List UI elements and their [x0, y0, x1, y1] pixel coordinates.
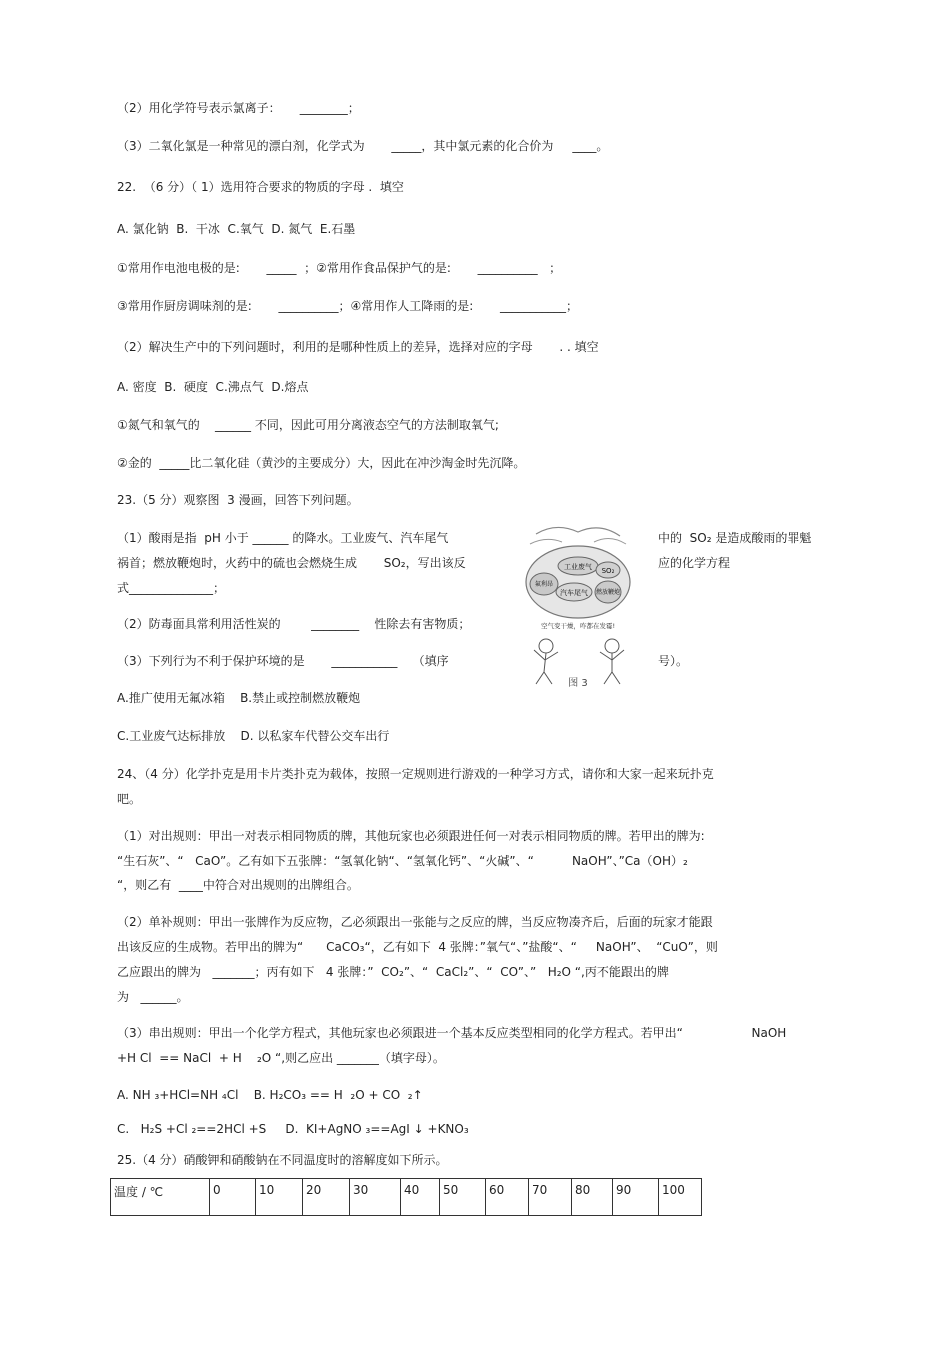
q24-rule2-cards: 出该反应的生成物。若甲出的牌为“ CaCO₃“，乙有如下 4 张牌：”氧气“、”盐酸“、“ NaOH”、 “CuO”，则 — [117, 940, 718, 954]
q21-part3: （3）二氧化氯是一种常见的漂白剂，化学式为 _____，其中氯元素的化合价为 ____。 — [117, 139, 609, 153]
q24-rule1-cards: “生石灰”、“ CaO”。乙有如下五张牌：“氢氧化钠“、“氢氧化钙”、“火碱”、“ NaOH”、”Ca（OH）₂ — [117, 854, 688, 868]
q23-option-ab: A.推广使用无氟冰箱 B.禁止或控制燃放鞭炮 — [117, 691, 361, 705]
table-cell: 80 — [572, 1179, 613, 1216]
q25-heading: 25.（4 分）硝酸钾和硝酸钠在不同温度时的溶解度如下所示。 — [117, 1153, 448, 1167]
q24-rule3: （3）串出规则：甲出一个化学方程式，其他玩家也必须跟进一个基本反应类型相同的化学方程式。若甲出“ NaOH — [117, 1026, 787, 1040]
q24-option-ab: A. NH ₃+HCl=NH ₄Cl B. H₂CO₃ == H ₂O + CO ₂↑ — [117, 1088, 423, 1102]
q24-rule3-equation: +H Cl == NaCl + H ₂O “,则乙应出 _______（填字母）。 — [117, 1051, 445, 1065]
table-cell: 60 — [486, 1179, 529, 1216]
q23-part1-right: 中的 SO₂ 是造成酸雨的罪魁 — [658, 531, 812, 545]
table-header-temperature: 温度 / ℃ — [111, 1179, 210, 1216]
q22-heading: 22. （6 分）（ 1）选用符合要求的物质的字母 . 填空 — [117, 180, 404, 194]
table-cell: 20 — [303, 1179, 350, 1216]
q24-rule2: （2）单补规则：甲出一张牌作为反应物，乙必须跟出一张能与之反应的牌，当反应物凑齐后，后面的玩家才能跟 — [117, 915, 713, 929]
table-cell: 40 — [401, 1179, 440, 1216]
table-cell: 100 — [659, 1179, 702, 1216]
figure-bubble-industrial: 工业废气 — [564, 563, 592, 571]
table-cell: 0 — [210, 1179, 256, 1216]
table-cell: 30 — [350, 1179, 401, 1216]
q23-part2: （2）防毒面具常利用活性炭的 ________ 性除去有害物质； — [117, 617, 471, 631]
figure-caption: 空气变干燥，咋都在发霉! — [540, 622, 616, 630]
table-row — [111, 1179, 702, 1216]
q23-part3-left: （3）下列行为不利于保护环境的是 ___________ （填序 — [117, 654, 449, 668]
q23-part1-line3: 式______________； — [117, 581, 226, 595]
q24-rule1-answer: “，则乙有 ____中符合对出规则的出牌组合。 — [117, 878, 359, 892]
q23-option-cd: C.工业废气达标排放 D. 以私家车代替公交车出行 — [117, 729, 390, 743]
q23-part1-line2-left: 祸首；燃放鞭炮时，火药中的硫也会燃烧生成 SO₂，写出该反 — [117, 556, 466, 570]
q24-rule2-answer-cont: 为 ______。 — [117, 990, 189, 1004]
figure-bubble-so2: SO₂ — [601, 567, 615, 575]
q23-part1-line2-right: 应的化学方程 — [658, 556, 731, 570]
q23-part1-left: （1）酸雨是指 pH 小于 ______ 的降水。工业废气、汽车尾气 — [117, 531, 449, 545]
figure-bubble-firecracker: 燃放鞭炮 — [595, 589, 621, 596]
solubility-table — [110, 1178, 702, 1216]
figure-bubble-cfc: 氟利昂 — [534, 581, 554, 588]
q22-options-a: A. 氯化钠 B. 干冰 C.氧气 D. 氮气 E.石墨 — [117, 222, 356, 236]
q24-heading: 24、（4 分）化学扑克是用卡片类扑克为载体，按照一定规则进行游戏的一种学习方式，请你和大家一起来玩扑克 — [117, 767, 714, 781]
table-cell: 50 — [440, 1179, 486, 1216]
q22-part2-heading: （2）解决生产中的下列问题时，利用的是哪种性质上的差异，选择对应的字母 . . 填空 — [117, 340, 599, 354]
q24-rule2-answer: 乙应跟出的牌为 _______；丙有如下 4 张牌：” CO₂”、“ CaCl₂”、“ CO”、” H₂O “,丙不能跟出的牌 — [117, 965, 669, 979]
q22-blank-1-2: ①常用作电池电极的是: _____ ；②常用作食品保护气的是: __________ ； — [117, 261, 562, 275]
acid-rain-cartoon — [516, 522, 640, 690]
q24-option-cd: C. H₂S +Cl ₂==2HCl +S D. KI+AgNO ₃==AgI ↓ +KNO₃ — [117, 1122, 469, 1136]
q24-heading-cont: 吧。 — [117, 792, 142, 806]
q22-options-b: A. 密度 B. 硬度 C.沸点气 D.熔点 — [117, 380, 309, 394]
q23-heading: 23.（5 分）观察图 3 漫画，回答下列问题。 — [117, 493, 359, 507]
q22-blank-n2-o2: ①氮气和氧气的 ______ 不同，因此可用分离液态空气的方法制取氧气; — [117, 418, 499, 432]
q21-part2: （2）用化学符号表示氯离子： ________； — [117, 101, 360, 115]
figure-bubble-vehicle: 汽车尾气 — [560, 589, 588, 597]
q22-blank-gold: ②金的 _____比二氧化硅（黄沙的主要成分）大，因此在冲沙淘金时先沉降。 — [117, 456, 526, 470]
table-cell: 90 — [613, 1179, 659, 1216]
table-cell: 70 — [529, 1179, 572, 1216]
figure-label: 图 3 — [568, 678, 588, 689]
q24-rule1: （1）对出规则：甲出一对表示相同物质的牌，其他玩家也必须跟进任何一对表示相同物质的牌。若甲出的牌为: — [117, 829, 705, 843]
q23-part3-right: 号）。 — [658, 654, 689, 668]
table-cell: 10 — [256, 1179, 303, 1216]
q22-blank-3-4: ③常用作厨房调味剂的是: __________；④常用作人工降雨的是: ___________； — [117, 299, 579, 313]
